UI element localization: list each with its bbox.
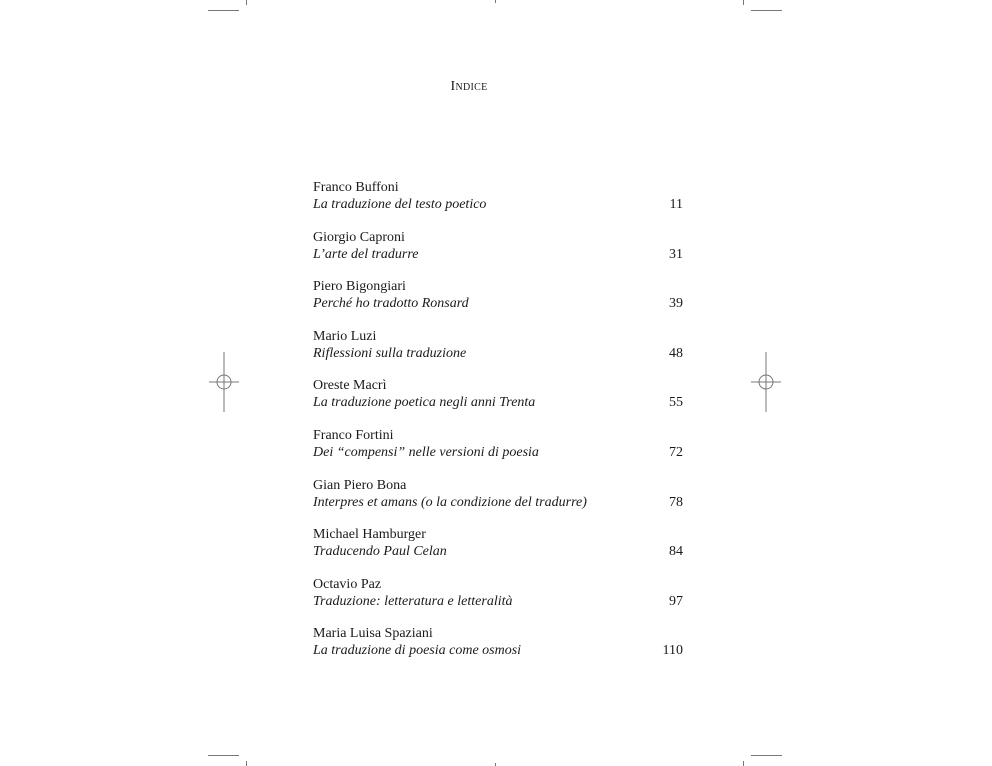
toc-author: Maria Luisa Spaziani: [313, 626, 433, 642]
registration-mark-right: [746, 352, 786, 412]
toc-entry: [313, 229, 683, 279]
toc-entry: [313, 179, 683, 229]
toc-author: Oreste Macrì: [313, 378, 387, 394]
toc-entry: [313, 377, 683, 427]
toc-page-number: 31: [669, 246, 683, 262]
toc-work-title: Perché ho tradotto Ronsard: [313, 296, 469, 312]
toc-entry: [313, 328, 683, 378]
toc-entry: [313, 526, 683, 576]
toc-work-title: La traduzione di poesia come osmosi: [313, 643, 522, 659]
toc-entry: [313, 427, 683, 477]
crop-tick-top-center: [495, 0, 496, 3]
crop-mark-top-right: [751, 10, 782, 11]
toc-page-number: 11: [669, 197, 683, 212]
toc-author: Michael Hamburger: [313, 527, 426, 543]
toc-page-number: 78: [669, 494, 683, 510]
toc-entry: [313, 625, 683, 675]
crop-tick-bottom-right: [743, 761, 744, 766]
toc-author: Franco Fortini: [313, 427, 394, 443]
toc-entry: [313, 477, 683, 527]
page-title: Indice: [450, 79, 488, 94]
toc-page-number: 39: [669, 296, 683, 312]
toc-page-number: 48: [669, 345, 683, 361]
toc-work-title: Riflessioni sulla traduzione: [313, 345, 467, 361]
toc-work-title: La traduzione del testo poetico: [313, 197, 487, 212]
toc-author: Franco Buffoni: [313, 180, 399, 195]
crop-mark-top-left: [208, 10, 239, 11]
toc-entry: [313, 576, 683, 626]
toc-entry: [313, 278, 683, 328]
toc-work-title: La traduzione poetica negli anni Trenta: [313, 395, 536, 411]
toc-author: Octavio Paz: [313, 576, 382, 592]
toc-author: Gian Piero Bona: [313, 477, 407, 493]
toc-page-number: 110: [662, 643, 683, 659]
toc-work-title: L’arte del tradurre: [313, 246, 419, 262]
toc-page-number: 84: [669, 544, 683, 560]
toc-work-title: Traduzione: letteratura e letteralità: [313, 593, 513, 609]
toc-author: Piero Bigongiari: [313, 279, 406, 295]
crop-tick-top-right: [743, 0, 744, 5]
crop-tick-top-left: [246, 0, 247, 5]
crop-mark-bottom-right: [751, 755, 782, 756]
toc-work-title: Interpres et amans (o la condizione del tradurre): [313, 494, 587, 510]
toc-author: Mario Luzi: [313, 328, 377, 344]
toc-work-title: Traducendo Paul Celan: [313, 544, 447, 560]
crop-mark-bottom-left: [208, 755, 239, 756]
toc-author: Giorgio Caproni: [313, 229, 405, 245]
registration-mark-left: [204, 352, 244, 412]
toc-page-number: 72: [669, 444, 683, 460]
table-of-contents: [313, 179, 683, 675]
crop-tick-bottom-left: [246, 761, 247, 766]
toc-page-number: 97: [669, 593, 683, 609]
toc-work-title: Dei “compensi” nelle versioni di poesia: [313, 444, 539, 460]
toc-page-number: 55: [669, 395, 683, 411]
